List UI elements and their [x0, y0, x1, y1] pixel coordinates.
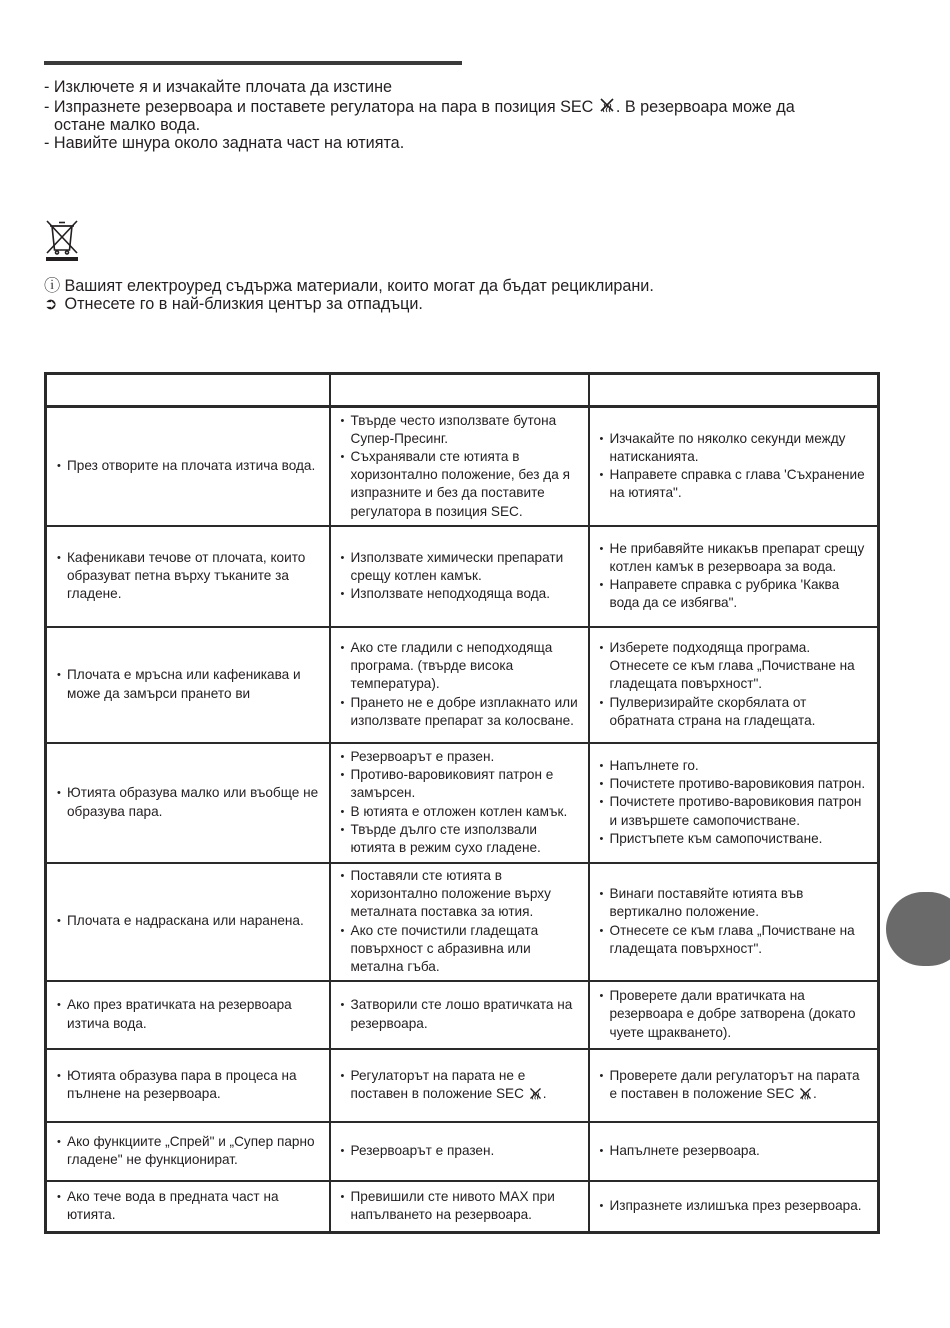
cause-cell — [330, 1181, 589, 1233]
list-item: • Ако функциите „Спрей" и „Супер парно гладене" не функционират. — [57, 1133, 321, 1169]
list-item: • Използвате химически препарати срещу котлен камък. — [341, 549, 580, 585]
list-item: • Отнесете се към глава „Почистване на гладещата повърхност". — [600, 922, 870, 958]
list-item: • Проверете дали вратичката на резервоара е добре затворена (докато чуете щракването). — [600, 987, 870, 1042]
list-item: • Почистете противо-варовиковия патрон. — [600, 775, 870, 793]
sec-steam-off-icon — [798, 1086, 813, 1101]
list-item: • Изчакайте по няколко секунди между натисканията. — [600, 430, 870, 466]
problem-cell — [46, 1181, 330, 1233]
storage-line-4: - Навийте шнура около задната част на ютията. — [44, 134, 405, 152]
list-item: • Затворили сте лошо вратичката на резервоара. — [341, 996, 580, 1032]
list-item: • Твърде дълго сте използвали ютията в режим сухо гладене. — [341, 821, 580, 857]
list-item: • Почистете противо-варовиковия патрон и извършете самопочистване. — [600, 793, 870, 829]
solution-cell — [589, 1049, 879, 1122]
environment-notes — [44, 277, 654, 313]
table-row — [46, 526, 879, 627]
storage-line-3: останe малко вода. — [54, 116, 201, 134]
list-item: • Ютията образува пара в процеса на пълнене на резервоара. — [57, 1067, 321, 1103]
table-row — [46, 743, 879, 863]
problem-cell — [46, 627, 330, 743]
arrow-icon: ➲ — [44, 295, 58, 313]
header-cause — [330, 374, 589, 407]
list-item: • Не прибавяйте никакъв препарат срещу котлен камък в резервоара за вода. — [600, 540, 870, 576]
list-item: • Напълнете резервоара. — [600, 1142, 870, 1160]
table-row — [46, 1049, 879, 1122]
list-item: • Пулверизирайте скорбялата от обратната страна на гладещата. — [600, 694, 870, 730]
list-item: • Противо-варовиковият патрон е замърсен. — [341, 766, 580, 802]
list-item: • Ако през вратичката на резервоара изтича вода. — [57, 996, 321, 1032]
list-item: • Твърде често използвате бутона Супер-Пресинг. — [341, 412, 580, 448]
solution-cell — [589, 1122, 879, 1181]
section-rule — [44, 61, 462, 65]
list-item: • Изпразнете излишъка през резервоара. — [600, 1197, 870, 1215]
table-row — [46, 1181, 879, 1233]
list-item: • Кафеникави течове от плочата, които образуват петна върху тъканите за гладене. — [57, 549, 321, 604]
cause-cell — [330, 1122, 589, 1181]
cause-cell — [330, 863, 589, 981]
storage-line-2: - Изпразнете резервоара и поставете регулатора на пара в позиция SEC . В резервоара може да — [44, 98, 795, 116]
table-row — [46, 863, 879, 981]
info-icon: ⓘ — [44, 277, 61, 295]
solution-cell — [589, 981, 879, 1049]
solution-cell — [589, 407, 879, 526]
list-item: • Ако тече вода в предната част на ютията. — [57, 1188, 321, 1224]
crossed-out-bin-icon — [44, 218, 80, 262]
list-item: • Плочата е надраскана или наранена. — [57, 912, 321, 930]
list-item: • Направете справка с глава 'Съхранение на ютията". — [600, 466, 870, 502]
list-item: • Проверете дали регулаторът на парата е поставен в положение SEC . — [600, 1067, 870, 1103]
troubleshooting-table — [44, 372, 880, 1234]
problem-cell — [46, 863, 330, 981]
list-item: • Използвате неподходяща вода. — [341, 585, 580, 603]
table-row — [46, 407, 879, 526]
cause-cell — [330, 407, 589, 526]
language-tab-marker — [886, 892, 950, 966]
list-item: • Пристъпете към самопочистване. — [600, 830, 870, 848]
list-item: • През отворите на плочата изтича вода. — [57, 457, 321, 475]
solution-cell — [589, 1181, 879, 1233]
table-header-row — [46, 374, 879, 407]
list-item: • Съхранявали сте ютията в хоризонтално положение, без да я изпразните и без да поставите регулатора в позиция SEC. — [341, 448, 580, 521]
problem-cell — [46, 981, 330, 1049]
storage-instructions — [44, 78, 904, 152]
list-item: • Регулаторът на парата не е поставен в положение SEC . — [341, 1067, 580, 1103]
table-row — [46, 627, 879, 743]
problem-cell — [46, 1122, 330, 1181]
table-row — [46, 981, 879, 1049]
list-item: • Превишили сте нивото MAX при напълването на резервоара. — [341, 1188, 580, 1224]
problem-cell — [46, 526, 330, 627]
problem-cell — [46, 743, 330, 863]
list-item: • Винаги поставяйте ютията във вертикално положение. — [600, 885, 870, 921]
sec-steam-off-icon — [528, 1086, 543, 1101]
table-row — [46, 1122, 879, 1181]
solution-cell — [589, 863, 879, 981]
cause-cell — [330, 981, 589, 1049]
list-item: • Изберете подходяща програма. Отнесете се към глава „Почистване на гладещата повърхност". — [600, 639, 870, 694]
list-item: • Направете справка с рубрика 'Каква вода да се избягва". — [600, 576, 870, 612]
solution-cell — [589, 627, 879, 743]
problem-cell — [46, 407, 330, 526]
cause-cell — [330, 743, 589, 863]
sec-steam-off-icon — [598, 96, 616, 114]
disposal-note: ➲ Отнесете го в най-близкия център за отпадъци. — [44, 295, 423, 313]
problem-cell — [46, 1049, 330, 1122]
header-problem — [46, 374, 330, 407]
list-item: • Резервоарът е празен. — [341, 748, 580, 766]
solution-cell — [589, 743, 879, 863]
recycle-note: ⓘ Вашият електроуред съдържа материали, които могат да бъдат рециклирани. — [44, 277, 654, 295]
list-item: • В ютията е отложен котлен камък. — [341, 803, 580, 821]
cause-cell — [330, 627, 589, 743]
list-item: • Прането не е добре изплакнато или използвате препарат за колосване. — [341, 694, 580, 730]
list-item: • Поставяли сте ютията в хоризонтално положение върху металната поставка за ютия. — [341, 867, 580, 922]
list-item: • Напълнете го. — [600, 757, 870, 775]
list-item: • Ако сте почистили гладещата повърхност с абразивна или метална гъба. — [341, 922, 580, 977]
cause-cell — [330, 1049, 589, 1122]
list-item: • Плочата е мръсна или кафеникава и може да замърси прането ви — [57, 666, 321, 702]
list-item: • Резервоарът е празен. — [341, 1142, 580, 1160]
header-solution — [589, 374, 879, 407]
list-item: • Ако сте гладили с неподходяща програма. (твърде висока температура). — [341, 639, 580, 694]
cause-cell — [330, 526, 589, 627]
solution-cell — [589, 526, 879, 627]
list-item: • Ютията образува малко или въобще не образува пара. — [57, 784, 321, 820]
storage-line-1: - Изключете я и изчакайте плочата да изстине — [44, 78, 393, 96]
